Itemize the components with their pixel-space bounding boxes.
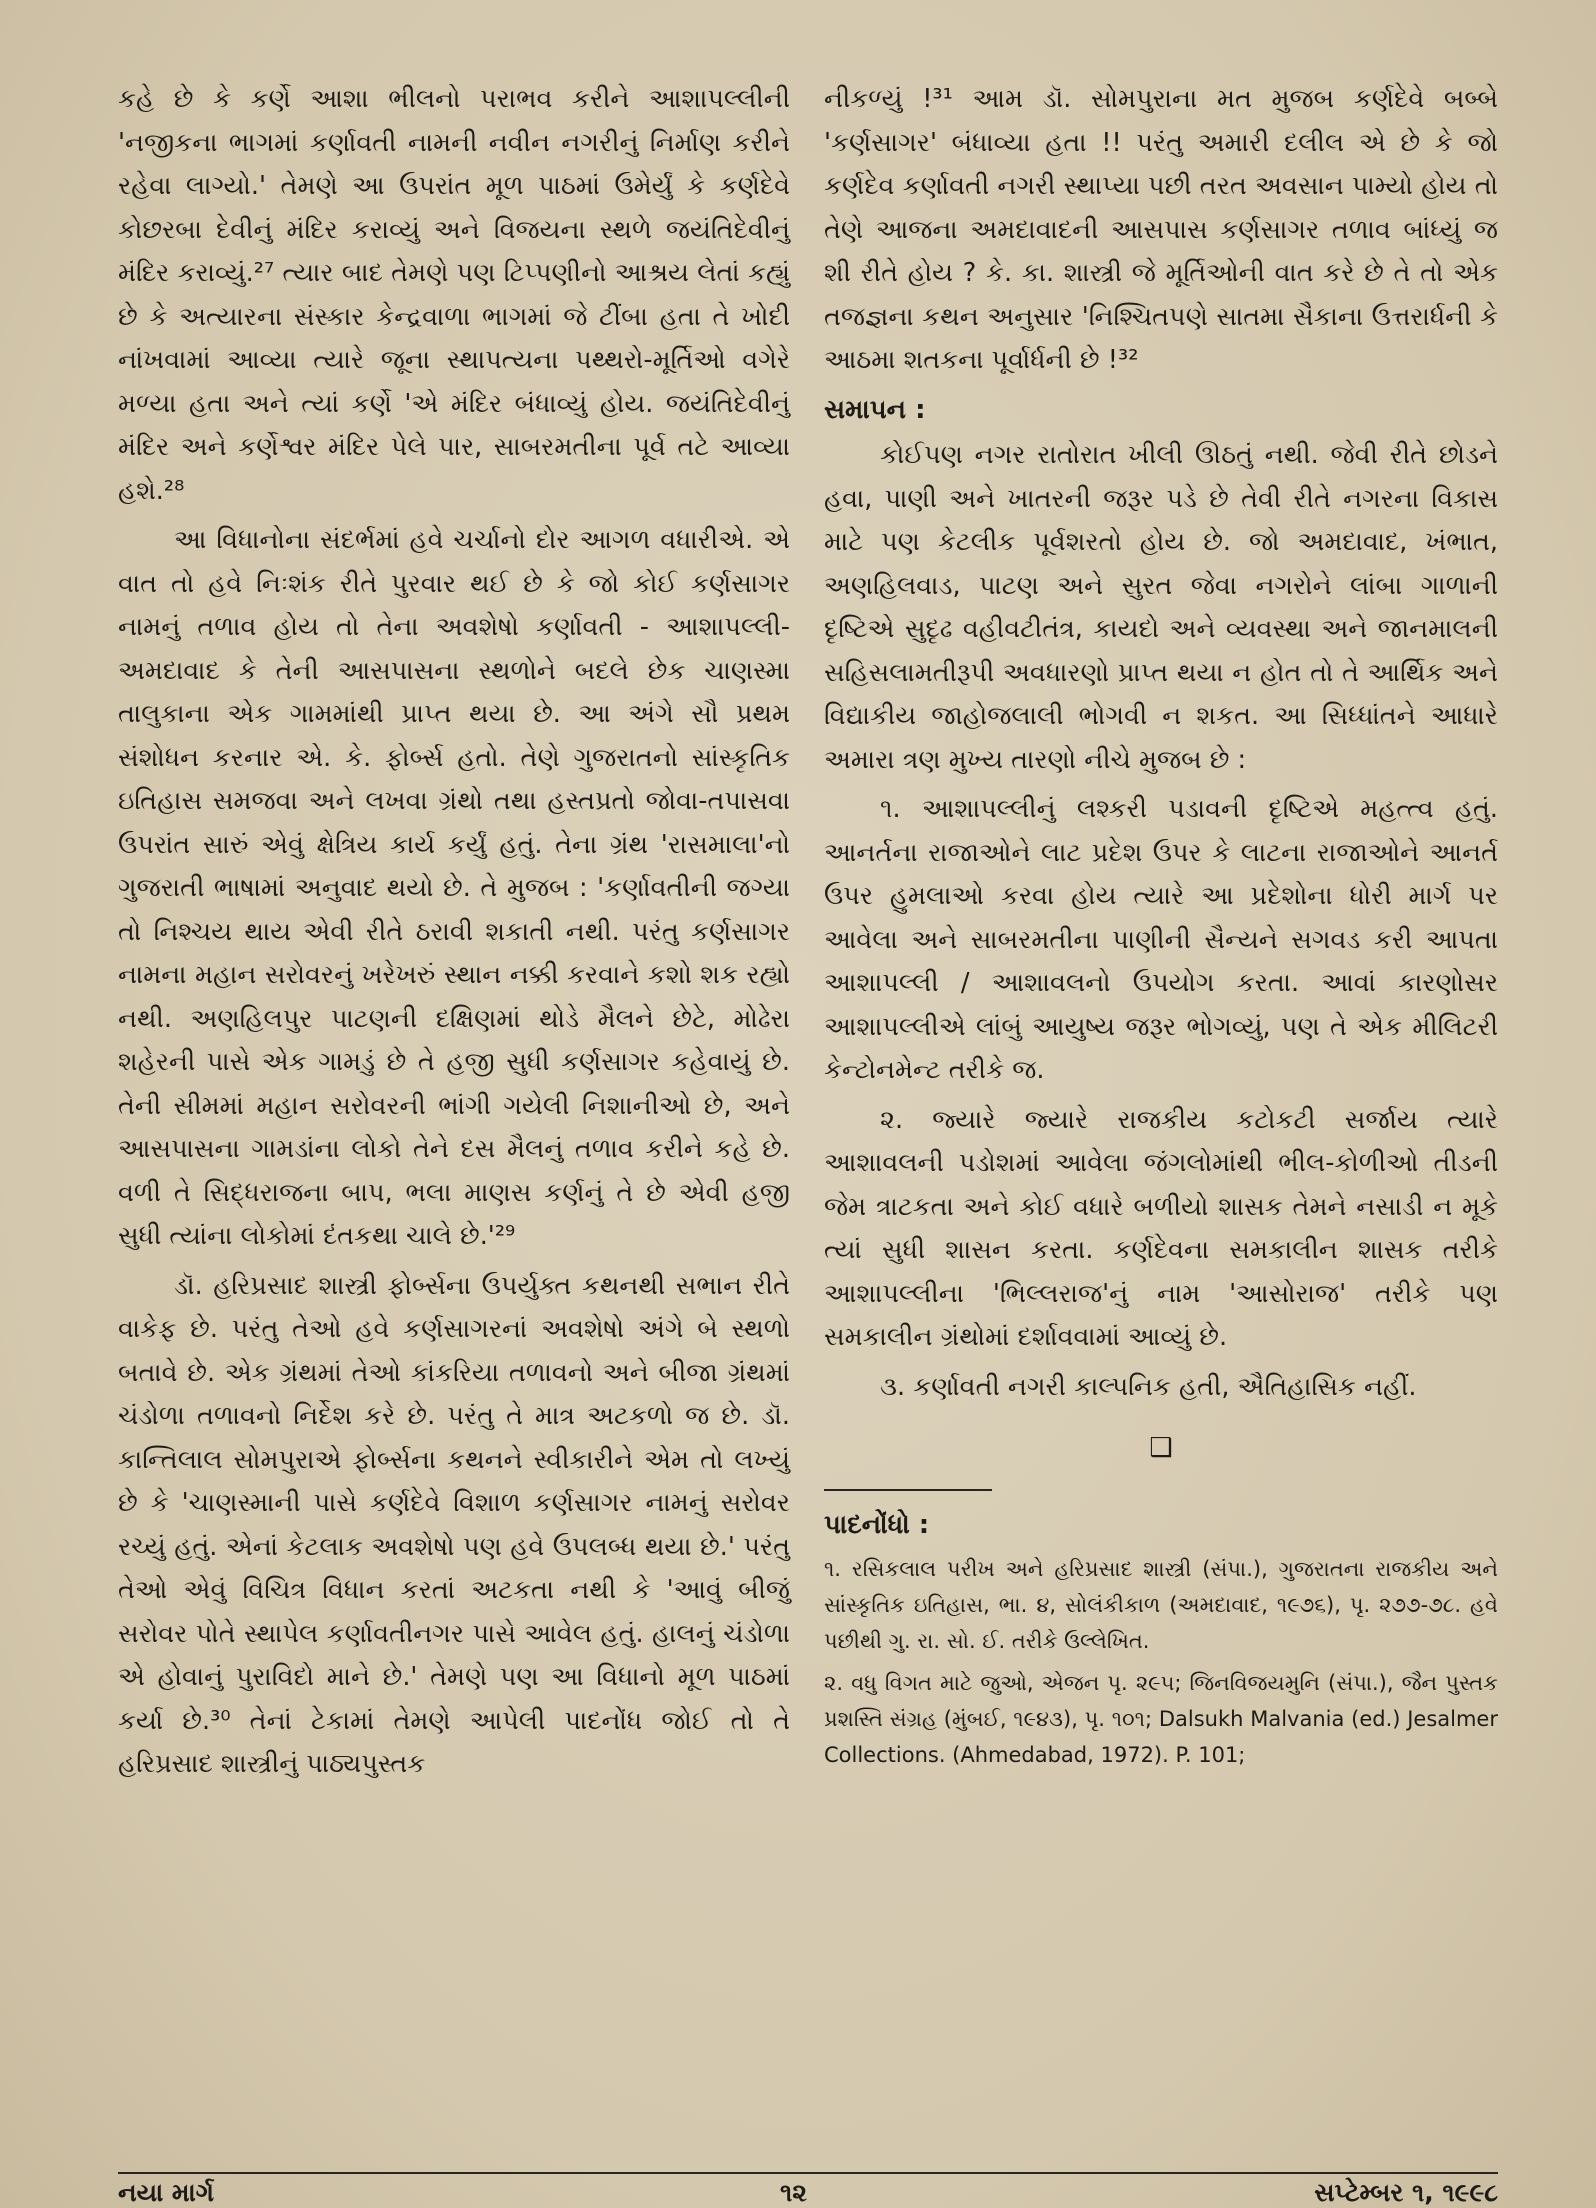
footnote-divider — [824, 1489, 992, 1491]
footnote: ૧. રસિકલાલ પરીખ અને હરિપ્રસાદ શાસ્ત્રી (સંપા.), ગુજરાતના રાજકીય અને સાંસ્કૃતિક ઇતિહાસ, ભા. ૪, સોલંકીકાળ (અમદાવાદ, ૧૯૭૬), પૃ. ૨૭૭-૭૮. હવે પછીથી ગુ. રા. સો. ઈ. તરીકે ઉલ્લેખિત. — [824, 1557, 1498, 1653]
footer-divider — [118, 2172, 1498, 2174]
paragraph: આ વિધાનોના સંદર્ભમાં હવે ચર્ચાનો દોર આગળ વધારીએ. એ વાત તો હવે નિઃશંક રીતે પુરવાર થઈ છે કે જો કોઈ કર્ણસાગર નામનું તળાવ હોય તો તેના અવશેષો કર્ણાવતી - આશાપલ્લી-અમદાવાદ કે તેની આસપાસના સ્થળોને બદલે છેક ચાણસ્મા તાલુકાના એક ગામમાંથી પ્રાપ્ત થયા છે. આ અંગે સૌ પ્રથમ સંશોધન કરનાર એ. કે. ફોર્બ્સ હતો. તેણે ગુજરાતનો સાંસ્કૃતિક ઇતિહાસ સમજવા અને લખવા ગ્રંથો તથા હસ્તપ્રતો જોવા-તપાસવા ઉપરાંત સારું એવું ક્ષેત્રિય કાર્ય કર્યું હતું. તેના ગ્રંથ 'રાસમાલા'નો ગુજરાતી ભાષામાં અનુવાદ થયો છે. તે મુજબ : 'કર્ણાવતીની જગ્યા તો નિશ્ચય થાય એવી રીતે ઠરાવી શકાતી નથી. પરંતુ કર્ણસાગર નામના મહાન સરોવરનું ખરેખરું સ્થાન નક્કી કરવાને કશો શક રહ્યો નથી. અણહિલપુર પાટણની દક્ષિણમાં થોડે મૈલને છેટે, મોઢેરા શહેરની પાસે એક ગામડું છે તે હજી સુધી કર્ણસાગર કહેવાયું છે. તેની સીમમાં મહાન સરોવરની ભાંગી ગયેલી નિશાનીઓ છે, અને આસપાસના ગામડાંના લોકો તેને દસ મૈલનું તળાવ કરીને કહે છે. વળી તે સિદ્ધરાજના બાપ, ભલા માણસ કર્ણનું તે છે એવી હજી સુધી ત્યાંના લોકોમાં દંતકથા ચાલે છે.'²⁹ — [118, 525, 790, 1251]
paragraph: ૩. કર્ણાવતી નગરી કાલ્પનિક હતી, ઐતિહાસિક નહીં. — [880, 1371, 1417, 1402]
page-number: ૧૨ — [780, 2178, 807, 2207]
publication-name: નયા માર્ગ — [118, 2178, 214, 2207]
footnote: ૨. વધુ વિગત માટે જુઓ, એજન પૃ. ૨૯૫; જિનવિજયમુનિ (સંપા.), જૈન પુસ્તક પ્રશસ્તિ સંગ્રહ (મુંબઈ, ૧૯૪૩), પૃ. ૧૦૧; Dalsukh Malvania (ed.) Jesalmer Collections. (Ahmedabad, 1972). P. 101; — [824, 1671, 1498, 1767]
paragraph: ૨. જ્યારે જ્યારે રાજકીય કટોકટી સર્જાય ત્યારે આશાવલની પડોશમાં આવેલા જંગલોમાંથી ભીલ-કોળીઓ તીડની જેમ ત્રાટકતા અને કોઈ વધારે બળીયો શાસક તેમને નસાડી ન મૂકે ત્યાં સુધી શાસન કરતા. કર્ણદેવના સમકાલીન શાસક તરીકે આશાપલ્લીના 'ભિલ્લરાજ'નું નામ 'આસોરાજ' તરીકે પણ સમકાલીન ગ્રંથોમાં દર્શાવવામાં આવ્યું છે. — [824, 1104, 1498, 1352]
paragraph: ડૉ. હરિપ્રસાદ શાસ્ત્રી ફોર્બ્સના ઉપર્યુક્ત કથનથી સભાન રીતે વાકેફ છે. પરંતુ તેઓ હવે કર્ણસાગરનાં અવશેષો અંગે બે સ્થળો બતાવે છે. એક ગ્રંથમાં તેઓ કાંકરિયા તળાવનો અને બીજા ગ્રંથમાં ચંડોળા તળાવનો નિર્દેશ કરે છે. પરંતુ તે માત્ર અટકળો જ છે. ડૉ. કાન્તિલાલ સોમપુરાએ ફોર્બ્સના કથનને સ્વીકારીને એમ તો લખ્યું છે કે 'ચાણસ્માની પાસે કર્ણદેવે વિશાળ કર્ણસાગર નામનું સરોવર રચ્યું હતું. એનાં કેટલાક અવશેષો પણ હવે ઉપલબ્ધ થયા છે.' પરંતુ તેઓ એવું વિચિત્ર વિધાન કરતાં અટકતા નથી કે 'આવું બીજું સરોવર પોતે સ્થાપેલ કર્ણાવતીનગર પાસે આવેલ હતું. હાલનું ચંડોળા એ હોવાનું પુરાવિદો માને છે.' તેમણે પણ આ વિધાનો મૂળ પાઠમાં કર્યા છે.³⁰ તેનાં ટેકામાં તેમણે આપેલી પાદનોંધ જોઈ તો તે હરિપ્રસાદ શાસ્ત્રીનું પાઠ્યપુસ્તક — [118, 1270, 790, 1779]
paragraph: નીકળ્યું !³¹ આમ ડૉ. સોમપુરાના મત મુજબ કર્ણદેવે બબ્બે 'કર્ણસાગર' બંધાવ્યા હતા !! પરંતુ અમારી દલીલ એ છે કે જો કર્ણદેવ કર્ણાવતી નગરી સ્થાપ્યા પછી તરત અવસાન પામ્યો હોય તો તેણે આજના અમદાવાદની આસપાસ કર્ણસાગર તળાવ બાંધ્યું જ શી રીતે હોય ? કે. કા. શાસ્ત્રી જે મૂર્તિઓની વાત કરે છે તે તો એક તજજ્ઞના કથન અનુસાર 'નિશ્ચિતપણે સાતમા સૈકાના ઉત્તરાર્ધની કે આઠમા શતકના પૂર્વાર્ધની છે !³² — [824, 84, 1498, 375]
end-mark-icon: ❑ — [1149, 1433, 1173, 1463]
section-heading: સમાપન : — [824, 394, 926, 425]
footnotes-heading: પાદનોંધો : — [824, 1510, 930, 1540]
paragraph: કોઈપણ નગર રાતોરાત ખીલી ઊઠતું નથી. જેવી રીતે છોડને હવા, પાણી અને ખાતરની જરૂર પડે છે તેવી રીતે નગરના વિકાસ માટે પણ કેટલીક પૂર્વશરતો હોય છે. જો અમદાવાદ, ખંભાત, અણહિલવાડ, પાટણ અને સુરત જેવા નગરોને લાંબા ગાળાની દૃષ્ટિએ સુદૃઢ વહીવટીતંત્ર, કાયદો અને વ્યવસ્થા અને જાનમાલની સહિસલામતીરૂપી અવધારણો પ્રાપ્ત થયા ન હોત તો તે આર્થિક અને વિદ્યાકીય જાહોજલાલી ભોગવી ન શકત. આ સિધ્ધાંતને આધારે અમારા ત્રણ મુખ્ય તારણો નીચે મુજબ છે : — [824, 440, 1498, 775]
paragraph: ૧. આશાપલ્લીનું લશ્કરી પડાવની દૃષ્ટિએ મહત્ત્વ હતું. આનર્તના રાજાઓને લાટ પ્રદેશ ઉપર કે લાટના રાજાઓને આનર્ત ઉપર હુમલાઓ કરવા હોય ત્યારે આ પ્રદેશોના ધોરી માર્ગ પર આવેલા અને સાબરમતીના પાણીની સૈન્યને સગવડ કરી આપતા આશાપલ્લી / આશાવલનો ઉપયોગ કરતા. આવાં કારણોસર આશાપલ્લીએ લાંબું આયુષ્ય જરૂર ભોગવ્યું, પણ તે એક મીલિટરી કેન્ટોનમેન્ટ તરીકે જ. — [824, 794, 1498, 1085]
publication-date: સપ્ટેમ્બર ૧, ૧૯૯૮ — [1314, 2178, 1498, 2207]
right-column — [824, 78, 1498, 1779]
left-column — [118, 78, 790, 1793]
paragraph: કહે છે કે કર્ણે આશા ભીલનો પરાભવ કરીને આશાપલ્લીની 'નજીકના ભાગમાં કર્ણાવતી નામની નવીન નગરીનું નિર્માણ કરીને રહેવા લાગ્યો.' તેમણે આ ઉપરાંત મૂળ પાઠમાં ઉમેર્યું કે કર્ણદેવે કોછરબા દેવીનું મંદિર કરાવ્યું અને વિજયના સ્થળે જયંતિદેવીનું મંદિર કરાવ્યું.²⁷ ત્યાર બાદ તેમણે પણ ટિપ્પણીનો આશ્રય લેતાં કહ્યું છે કે અત્યારના સંસ્કાર કેન્દ્રવાળા ભાગમાં જે ટીંબા હતા તે ખોદી નાંખવામાં આવ્યા ત્યારે જૂના સ્થાપત્યના પથ્થરો-મૂર્તિઓ વગેરે મળ્યા હતા અને ત્યાં કર્ણે 'એ મંદિર બંધાવ્યું હોય. જયંતિદેવીનું મંદિર અને કર્ણેશ્વર મંદિર પેલે પાર, સાબરમતીના પૂર્વ તટે આવ્યા હશે.²⁸ — [118, 84, 790, 506]
